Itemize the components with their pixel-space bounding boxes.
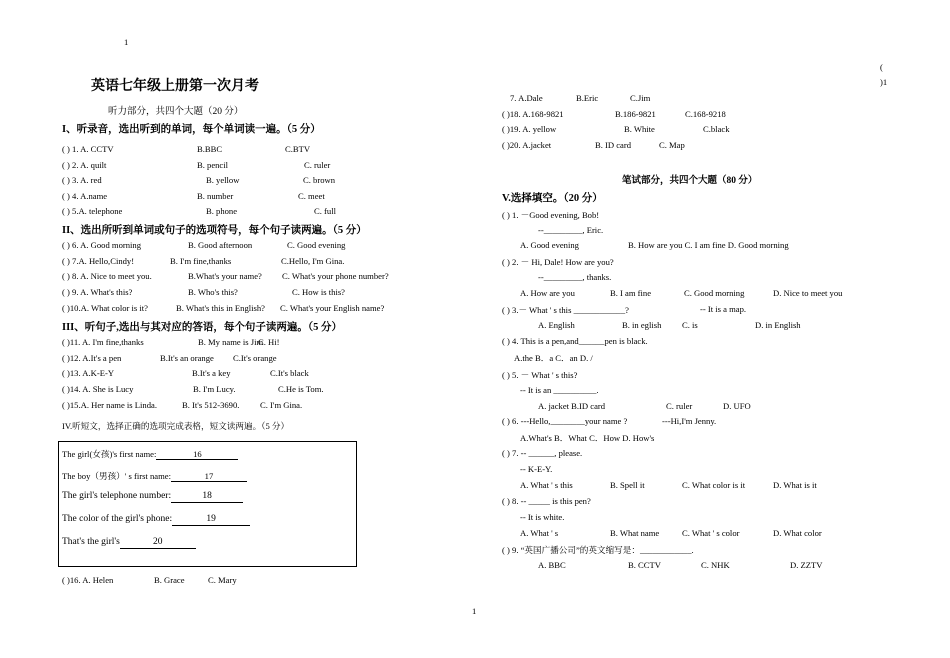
page-number-top: 1: [124, 37, 129, 47]
option-c: C. What's your phone number?: [282, 271, 389, 281]
question-row: ( )11. A. I'm fine,thanks: [62, 337, 144, 347]
table-row: The girl(女孩)'s first name: 16: [62, 448, 238, 460]
question-line: ---Hi,I'm Jenny.: [662, 416, 717, 426]
question-row: ( ) 9. A. What's this?: [62, 287, 133, 297]
section5-heading: V.选择填空。（20 分）: [502, 193, 603, 204]
question-row: ( ) 6. A. Good morning: [62, 240, 142, 250]
options-line: A. English: [538, 320, 575, 330]
option-b: B. I'm Lucy.: [193, 384, 236, 394]
question-line: ( ) 9. “英国广播公司”的英文缩写是：____________.: [502, 545, 694, 555]
answer-line: --_________, Eric.: [538, 225, 604, 235]
options-line: A. BBC: [538, 560, 566, 570]
options-line: A.What's B．What C．How D. How's: [520, 433, 655, 443]
blank-16[interactable]: 16: [156, 450, 238, 460]
option-b: B.186-9821: [615, 109, 656, 119]
options-line: D. ZZTV: [790, 560, 823, 570]
blank-19[interactable]: 19: [172, 515, 250, 526]
option-b: B. White: [624, 124, 655, 134]
option-c: C. meet: [298, 191, 325, 201]
option-b: B. I'm fine,thanks: [170, 256, 232, 266]
option-c: C.Hello, I'm Gina.: [281, 256, 345, 266]
option-b: B. What's this in English?: [176, 303, 265, 313]
answer-line: -- K-E-Y.: [520, 464, 553, 474]
option-c: C. How is this?: [292, 287, 345, 297]
option-b: B. ID card: [595, 140, 632, 150]
question-line: ( ) 3.－ What ' s this ____________?: [502, 305, 629, 315]
question-line: ( ) 5. － What ' s this?: [502, 370, 578, 380]
options-line: D. What color: [773, 528, 822, 538]
section1-heading: I、听录音，选出听到的单词，每个单词读一遍。（5 分）: [62, 124, 321, 135]
question-row: ( ) 4. A.name: [62, 191, 108, 201]
question-line: ( ) 7. -- ______, please.: [502, 448, 583, 458]
options-line: B. How are you C. I am fine D. Good morning: [628, 240, 789, 250]
options-line: A. jacket B.ID card: [538, 401, 606, 411]
question-row: ( )19. A. yellow: [502, 124, 557, 134]
option-c: C. full: [314, 206, 336, 216]
right-edge-paren: (: [880, 62, 883, 72]
option-c: C. I'm Gina.: [260, 400, 303, 410]
question-row: ( )13. A.K-E-Y: [62, 368, 115, 378]
table-row: The girl's telephone number: 18: [62, 491, 243, 503]
answer-line: -- It is an __________.: [520, 385, 599, 395]
options-line: B. I am fine: [610, 288, 652, 298]
question-line: ( ) 6. ---Hello,________your name ?: [502, 416, 628, 426]
question-row: ( )10.A. What color is it?: [62, 303, 148, 313]
question-row: ( ) 2. A. quilt: [62, 160, 107, 170]
blank-20[interactable]: 20: [120, 538, 196, 549]
question-row: ( ) 7.A. Hello,Cindy!: [62, 256, 135, 266]
table-row: That's the girl's 20: [62, 537, 196, 549]
option-b: B. My name is Jim: [198, 337, 264, 347]
page-title: 英语七年级上册第一次月考: [91, 79, 259, 94]
blank-18[interactable]: 18: [171, 492, 243, 503]
option-c: C. What's your English name?: [280, 303, 385, 313]
options-line: B. What name: [610, 528, 660, 538]
options-line: D. UFO: [723, 401, 751, 411]
options-line: B. in eglish: [622, 320, 662, 330]
option-b: B. Good afternoon: [188, 240, 253, 250]
question-row: ( )12. A.It's a pen: [62, 353, 122, 363]
options-line: B. Spell it: [610, 480, 645, 490]
option-c: C.He is Tom.: [278, 384, 324, 394]
option-c: C.BTV: [285, 144, 311, 154]
options-line: D. What is it: [773, 480, 817, 490]
option-b: B.It's a key: [192, 368, 231, 378]
question-row: ( ) 3. A. red: [62, 175, 102, 185]
option-c: C.black: [703, 124, 730, 134]
option-c: C. Mary: [208, 575, 237, 585]
blank-17[interactable]: 17: [171, 472, 247, 482]
section3-heading: III、听句子,选出与其对应的答语，每个句子读两遍。（5 分）: [62, 322, 343, 333]
question-row: ( )14. A. She is Lucy: [62, 384, 134, 394]
question-line: -- It is a map.: [700, 304, 747, 314]
option-b: B. Grace: [154, 575, 185, 585]
option-b: B. number: [197, 191, 234, 201]
options-line: A.the B．a C．an D. /: [514, 353, 593, 363]
options-line: C. Good morning: [684, 288, 745, 298]
options-line: C. is: [682, 320, 698, 330]
options-line: D. Nice to meet you: [773, 288, 843, 298]
answer-line: -- It is white.: [520, 512, 565, 522]
option-c: C. Map: [659, 140, 685, 150]
question-line: ( ) 8. -- _____ is this pen?: [502, 496, 591, 506]
question-row: ( ) 8. A. Nice to meet you.: [62, 271, 152, 281]
option-c: C. brown: [303, 175, 335, 185]
option-b: B.It's an orange: [160, 353, 214, 363]
option-c: C. Good evening: [287, 240, 346, 250]
question-row: ( ) 1. A. CCTV: [62, 144, 114, 154]
option-c: C.Jim: [630, 93, 651, 103]
option-c: C.It's orange: [233, 353, 277, 363]
section2-heading: II、选出所听到单词或句子的选项符号，每个句子读两遍。（5 分）: [62, 225, 367, 236]
option-b: B. Who's this?: [188, 287, 238, 297]
written-heading: 笔试部分，共四个大题（80 分）: [622, 176, 758, 186]
answer-line: --_________, thanks.: [538, 272, 612, 282]
options-line: C. What color is it: [682, 480, 746, 490]
option-b: B.Eric: [576, 93, 599, 103]
right-edge-number: )1: [880, 77, 888, 87]
options-line: C. NHK: [701, 560, 730, 570]
question-row: 7. A.Dale: [510, 93, 543, 103]
options-line: A. What ' s this: [520, 480, 573, 490]
listening-heading: 听力部分，共四个大题（20 分）: [108, 107, 244, 117]
question-row: ( )16. A. Helen: [62, 575, 114, 585]
options-line: A. How are you: [520, 288, 575, 298]
option-c: C. Hi!: [258, 337, 280, 347]
question-row: ( ) 5.A. telephone: [62, 206, 123, 216]
options-line: A. What ' s: [520, 528, 559, 538]
option-b: B.What's your name?: [188, 271, 262, 281]
question-line: ( ) 4. This is a pen,and______pen is black.: [502, 336, 648, 346]
question-row: ( )18. A.168-9821: [502, 109, 564, 119]
question-row: ( )20. A.jacket: [502, 140, 552, 150]
page-number-bottom: 1: [472, 606, 477, 616]
option-b: B.BBC: [197, 144, 223, 154]
options-line: B. CCTV: [628, 560, 661, 570]
option-c: C.It's black: [270, 368, 309, 378]
option-b: B. pencil: [197, 160, 229, 170]
options-line: A. Good evening: [520, 240, 579, 250]
options-line: D. in English: [755, 320, 801, 330]
question-line: ( ) 2. － Hi, Dale! How are you?: [502, 257, 614, 267]
option-b: B. yellow: [206, 175, 240, 185]
option-b: B. phone: [206, 206, 238, 216]
option-b: B. It's 512-3690.: [182, 400, 240, 410]
options-line: C. ruler: [666, 401, 693, 411]
option-c: C. ruler: [304, 160, 331, 170]
table-row: The color of the girl's phone: 19: [62, 514, 250, 526]
option-c: C.168-9218: [685, 109, 726, 119]
options-line: C. What ' s color: [682, 528, 740, 538]
table-row: The boy（男孩）' s first name: 17: [62, 470, 247, 482]
question-row: ( )15.A. Her name is Linda.: [62, 400, 157, 410]
question-line: ( ) 1. －Good evening, Bob!: [502, 210, 600, 220]
section4-heading: IV.听短文，选择正确的选项完成表格，短文读两遍。（5 分）: [62, 421, 290, 431]
